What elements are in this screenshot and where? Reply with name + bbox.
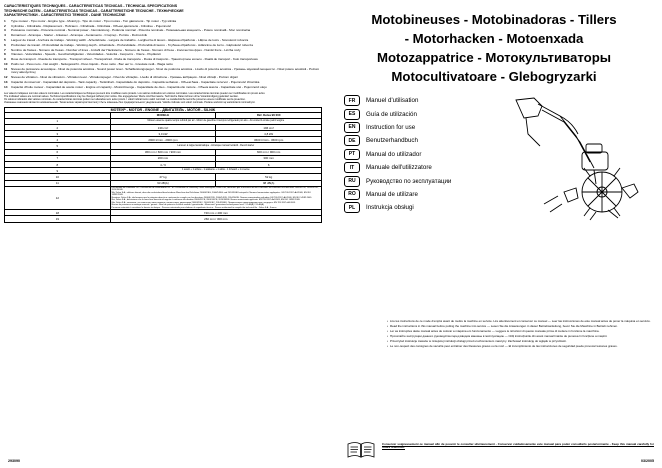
list-item: • Przeczytać instrukcje zawarte w niniejszej instrukcji obsługi przed uruchomieniem maszyny. Zachować instrukcję do wglądu w przyszłości. <box>387 340 654 344</box>
row-index: 6 <box>5 149 111 155</box>
row-index: 8 <box>5 162 111 168</box>
note-line: Os valores indicados são valores nominais. As características técnicas podem ser alteradas sem aviso prévio. I valori indicati sono valori nominali. Le caratteristiche tecniche possono essere modificate senza preavviso. <box>4 97 246 101</box>
table-cell: 4 / 6 <box>110 162 216 168</box>
language-label: Guía de utilización <box>366 110 417 118</box>
column-header-model: MODELE <box>110 112 216 118</box>
spec-text: Profondeur de travail - Profundidad de trabajo - Working depth - Arbeitstiefe - Profundidade - Profondità di lavoro - Глубина обработки - Adâncime de lucru - Głębokość robocza <box>11 42 253 47</box>
table-cell: 52 kg <box>216 174 322 180</box>
spec-number: 11 <box>4 66 8 71</box>
row-index: 19 <box>5 216 111 222</box>
column-header-ref: Réf. Delsa 96 000 <box>216 112 322 118</box>
list-item: • Ler as instruções deste manual antes de colocar a máquina em funcionamento — Leggere le istruzioni di questo manuale prima di mettere in funzione la macchina. <box>387 330 654 334</box>
list-item <box>344 161 494 174</box>
warning-note <box>382 443 654 450</box>
spec-text: Cylindrée - Cilindrada - Displacement - Hubraum - Cilindrada - Cilindrata - Объем двигателя - Cilindree - Pojemność <box>11 23 172 28</box>
table-cell: 1 avant + 1 arrière - 1 adelante + 1 atrás - 1 forward + 1 reverse <box>110 168 321 174</box>
spec-text: Capacité du réservoir - Capacidad del depósito - Tank capacity - Tankinhalt - Capacidade do depósito - Capacità serbatoio - Объем бака - Capacitate rezervor - Pojemność zbiornika <box>11 80 260 85</box>
spec-text: Largeur de travail - Anchura de trabajo - Working width - Arbeitsbreite - Largura de trabalho - Larghezza di lavoro - Ширина обработки - Lățime de lucru - Szerokość robocza <box>11 37 249 42</box>
left-column <box>4 4 326 464</box>
row-index: 12 <box>5 186 111 210</box>
list-item <box>4 20 326 24</box>
row-index: 9 <box>5 168 111 174</box>
spec-number: 5 <box>4 37 6 42</box>
list-item <box>344 201 494 214</box>
right-column <box>330 4 658 464</box>
spec-text: Nombre de fraises - Número de fresas - Number of tines - Anzahl der Hacksterne - Número de fresas - Numero di frese - Количество фрез - Număr freze - Liczba noży <box>11 47 241 52</box>
table-cell: 260 mm / 300 mm <box>110 216 321 222</box>
table-cell: 740 mm x 400 mm <box>110 210 321 216</box>
header-line-2: TECHNISCHE DATEN - CARACTERISTICAS TECNICAS - CARATTERISTICHE TECNICHE - TEXHИЧЕСКИЕ <box>4 8 184 13</box>
note-line: Déclaration de conformité CE - Declaración de conformidad CE - EC Declaration of conformity. Nous soussignés, Delsa S.A., déclarons que la machine décrite ci-dessous est conforme aux directives 2006/42/CE, 2000/14/CE, 2014/30/UE. <box>111 186 319 192</box>
table-cell: 27 kg <box>110 174 216 180</box>
language-code-badge: PT <box>344 149 360 160</box>
list-item <box>344 107 494 120</box>
spec-text: Roue de transport - Rueda de transporte - Transport wheel - Transportrad - Roda de transporte - Ruota di trasporto - Транспортное колесо - Roată de transport - Koło transportowe <box>11 57 258 62</box>
note-line: Personne autorisée à constituer le dossier technique - Persona autorizada para elaborar el expediente técnico - Person authorised to compile the technical file : Delsa S.A., France. <box>111 206 277 209</box>
table-title: МОТЕУР - MOTOR - ENGINE - ДВИГАТЕЛЬ - MOTOR - SILNIK <box>5 107 322 112</box>
spec-number: 13 <box>4 80 8 85</box>
language-label: Benutzerhandbuch <box>366 137 418 145</box>
table-cell: 3600 tr/min - 3600 rpm <box>216 137 322 143</box>
language-code-badge: RO <box>344 189 360 200</box>
row-index: 18 <box>5 210 111 216</box>
table-cell: 93 dB(A) <box>110 180 216 186</box>
warning-text: Conserver soigneusement ce manuel afin de pouvoir le consulter ultérieurement - Conservar cuidadosamente este manual para poder consultarlo posteriormente - Keep this manual carefully for future reference. <box>382 441 654 450</box>
language-label: Manual do utilizador <box>366 150 422 158</box>
header-line-1: CARACTERISTIQUES TECHNIQUES - CARACTERISTICAS TECNICAS - TECHNICAL SPECIFICATIONS <box>4 4 178 8</box>
title-line-3: Motozappatrice - Мотокультиваторы <box>376 50 612 65</box>
row-index: 7 <box>5 155 111 161</box>
spec-number: 3 <box>4 28 6 33</box>
table-cell: Lanceur à rappel automatique - Arranque manual retráctil - Recoil starter <box>110 143 321 149</box>
spec-number: 12 <box>4 75 8 80</box>
open-book-icon <box>346 440 376 460</box>
spec-number: 9 <box>4 57 6 62</box>
language-code-badge: PL <box>344 202 360 213</box>
list-item <box>344 94 494 107</box>
spec-text: Vitesses - Velocidades - Speeds - Geschwindigkeiten - Velocidades - Velocità - Скорости - Viteze - Prędkości <box>11 52 161 57</box>
note-line: Мы, Delsa S.A., заявляем, что описанная ниже машина соответствует директивам 2006/42/EC, 2000/14/EC, 2014/30/EU. Применяемые гармонизированные стандарты: EN 709:1997+A4:2009. <box>111 201 296 204</box>
table-cell: 98 dB(A) <box>216 180 322 186</box>
list-item <box>4 68 326 75</box>
row-index: 5 <box>5 143 111 149</box>
row-index: 4 <box>5 137 111 143</box>
table-cell: 6 <box>216 162 322 168</box>
table-cell: 4,8 kW <box>216 131 322 137</box>
spec-number: 6 <box>4 42 6 47</box>
table-cell: 196 cm³ <box>216 124 322 130</box>
language-code-badge: IT <box>344 162 360 173</box>
spec-number: 10 <box>4 61 8 66</box>
list-item <box>4 86 326 90</box>
instruction-bullets <box>382 320 654 350</box>
tiller-illustration <box>498 92 658 228</box>
list-item <box>344 174 494 187</box>
spec-number: 1 <box>4 18 6 23</box>
language-code-badge: FR <box>344 95 360 106</box>
page-code-right: 03/2005 <box>641 459 654 463</box>
title-line-2: - Motorhacken - Motoenxada <box>404 31 584 46</box>
spec-text: Capacité d'huile moteur - Capacidad de aceite motor - Engine oil capacity - Motorölmenge - Capacidade de óleo - Capacità olio motore - Объем масла - Capacitate ulei - Pojemność oleju <box>11 84 267 89</box>
list-item <box>344 188 494 201</box>
page-code-left: 293090 <box>8 459 20 463</box>
row-index: 2 <box>5 124 111 130</box>
engine-spec-table <box>4 107 322 223</box>
spec-text: Niveau de vibration - Nivel de vibración - Vibration level - Vibrationspegel - Nível de vibração - Livello di vibrazione - Уровень вибрации - Nivel vibrații - Poziom drgań <box>11 75 238 80</box>
note-line: Niveau de puissance acoustique mesuré / garanti - Nivel de potencia acústica medido / garantizado - Measured / guaranteed sound power level : 91 dB(A) / 93 dB(A). <box>111 204 265 207</box>
list-item: • Read the instructions in this manual before putting the machine into service — Lesen Sie die Anweisungen in dieser Betriebsanleitung, bevor Sie die Maschine in Betrieb nehmen. <box>387 325 654 329</box>
note-line: Wir, Delsa S.A., erklären hiermit, dass die nachstehend beschriebene Maschine den Richtlinien 2006/42/EG, 2000/14/EG und 2014/30/EU entspricht. Normes harmonisées appliquées : EN 709:1997+A4:2009, EN ISO 14982:2009. <box>111 191 311 197</box>
row-index: 3 <box>5 131 111 137</box>
table-cell: 300 mm <box>216 155 322 161</box>
spec-number: 7 <box>4 47 6 52</box>
spec-text: Poids net - Peso neto - Net weight - Nettogewicht - Peso líquido - Peso netto - Вес нетто - Greutate netă - Waga netto <box>11 61 173 66</box>
table-cell: 360 mm / 600 mm / 900 mm <box>110 149 216 155</box>
notes-block <box>4 92 326 104</box>
language-label: Manual de utilizare <box>366 190 418 198</box>
spec-text: Puissance nominale - Potencia nominal - Nominal power - Nennleistung - Potência nominal - Potenza nominale - Номинальная мощность - Putere nominală - Moc nominalna <box>11 28 251 33</box>
list-item <box>344 148 494 161</box>
list-item: • Прочитайте инструкции данного руководства перед вводом машины в эксплуатацию — Citiți instrucțiunile din acest manual înainte de punerea în funcțiune a mașinii. <box>387 335 654 339</box>
language-code-badge: DE <box>344 135 360 146</box>
list-item: • Lire les instructions de ce mode d'emploi avant de mettre la machine en service. Lire attentivement et conserver ce manuel — Leer las instrucciones de este manual antes de poner la máquina en servicio. <box>387 320 654 324</box>
spec-text: Démarreur - Arranque - Starter - Anlasser - Arranque - Avviamento - Стартер - Pornire - Rozrusznik <box>11 33 148 38</box>
title-line-4: Motocultivatoare - Glebogryzarki <box>391 69 597 84</box>
spec-number: 2 <box>4 23 6 28</box>
table-cell: 200 mm <box>110 155 216 161</box>
spec-number: 4 <box>4 33 6 38</box>
spec-text: Niveau de puissance acoustique - Nivel de potencia acústica - Sound power level - Schallleistungspegel - Nível de potência acústica - Livello di potenza acustica - Уровень звуковой мощности - Nivel putere acustică - Poziom mocy akustycznej <box>11 66 320 75</box>
row-index: 10 <box>5 174 111 180</box>
spec-text: Type moteur - Tipo motor - Engine type - Motortyp - Tipo do motor - Tipo motore - Тип двигателя - Tip motor - Typ silnika <box>11 18 177 23</box>
spec-number: 8 <box>4 52 6 57</box>
header-line-3: ХАРАКТЕРИСТИКИ - CARACTERISTICI TEHNICE - DANE TECHNICZNE <box>4 13 126 18</box>
list-item <box>344 134 494 147</box>
spec-list <box>4 20 326 90</box>
list-item <box>4 44 326 48</box>
title-line-1: Motobineuses - Motobinadoras - Tillers <box>371 12 617 27</box>
table-cell-notes <box>110 186 321 210</box>
spec-number: 14 <box>4 84 8 89</box>
language-label: Manuale dell'utilizzatore <box>366 164 432 172</box>
table-cell: 139 cm³ <box>110 124 216 130</box>
language-list <box>344 94 494 215</box>
table-cell: 2900 tr/min - 2900 rpm <box>110 137 216 143</box>
technical-spec-header <box>4 4 326 18</box>
note-line: The indicated values are nominal values. Technical specifications may be changed without prior notice. Die angegebenen Werte sind Nennwerte. Technische Daten können ohne Vorankündigung geändert werden. <box>4 94 239 98</box>
language-and-art-section <box>330 92 658 230</box>
row-index: 1 <box>5 118 111 124</box>
note-line: Nosotros, Delsa S.A., declaramos que la máquina descrita a continuación cumple con las directivas 2006/42/CE, 2000/14/CE, 2014/30/UE. Normas armonizadas aplicadas: EN 709:1997+A4:2009, EN ISO 14982:2009. <box>111 196 312 199</box>
language-label: Instrukcja obsługi <box>366 204 414 212</box>
language-code-badge: ES <box>344 109 360 120</box>
language-label: Руководство по эксплуатации <box>366 177 452 185</box>
page-title <box>330 10 658 86</box>
list-item: • Le non-respect des consignes de sécurité peut entraîner des blessures graves ou la mort — El incumplimiento de las instrucciones de seguridad puede provocar lesiones graves. <box>387 345 654 349</box>
language-code-badge: RU <box>344 176 360 187</box>
language-label: Instruction for use <box>366 123 416 131</box>
language-code-badge: EN <box>344 122 360 133</box>
row-index: 11 <box>5 180 111 186</box>
table-cell: 3,0 kW <box>110 131 216 137</box>
note-line: Noi, Delsa S.A., dichiariamo che la macchina descritta di seguito è conforme alle direttive 2006/42/CE, 2000/14/CE, 2014/30/UE. Norme armonizzate applicate: EN 709:1997+A4:2009, EN ISO 14982:2009. <box>111 199 301 202</box>
table-cell: 600 mm / 900 mm <box>216 149 322 155</box>
language-label: Manuel d'utilisation <box>366 97 419 105</box>
note-line: Les valeurs indiquées sont des valeurs nominales. Les caractéristiques techniques peuvent être modifiées sans préavis. Los valores indicados son valores nominales. Las características técnicas pueden ser modificadas sin previo aviso. <box>4 91 266 95</box>
note-line: Указанные значения являются номинальными. Технические характеристики могут быть изменены без предварительного уведомления. Valorile indicate sunt valori nominale. Podane wartości są wartościami nominalnymi. <box>4 100 256 104</box>
table-cell: Moteur essence quatre temps refroidi par air - Motor de gasolina 4 tiempos refrigerado por aire - Air-cooled 4-stroke petrol engine <box>110 118 321 124</box>
list-item <box>344 121 494 134</box>
